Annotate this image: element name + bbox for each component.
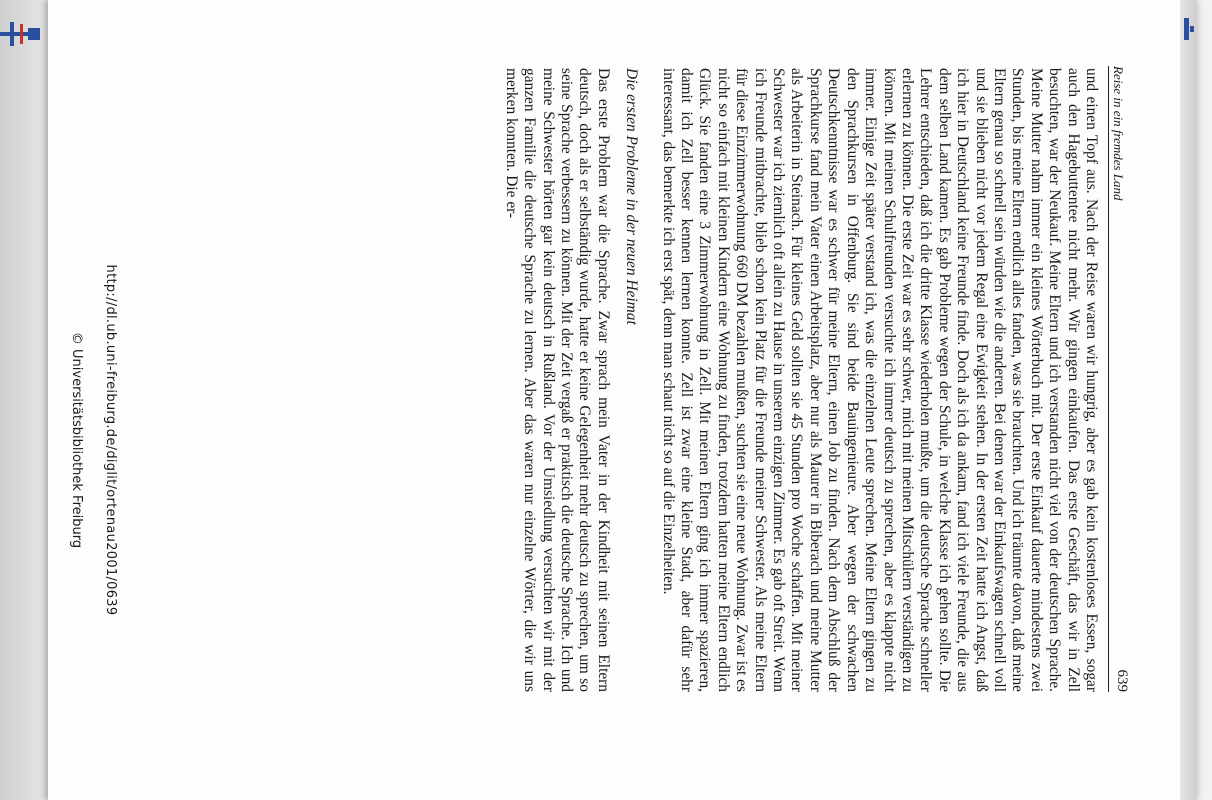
scanned-page bbox=[48, 0, 1196, 800]
scanner-left-margin bbox=[0, 0, 48, 800]
paragraph: Das erste Problem war die Sprache. Zwar sprach mein Vater in der Kindheit mit seinen Eltern deutsch, doch als er selbständig wurde, hatte er keine Gelegenheit mehr deutsch zu sprechen, um so seine Sprache verbessern zu können. Mit der Zeit vergaß er praktisch die deutsche Sprache. Ich und meine Schwester hörten gar kein deutsch in Rußland. Vor der Umsiedlung versuchten wir mit der ganzen Familie die deutsche Sprache zu lernen. Aber das waren nur einzelne Wörter, die wir uns merken konnten. Die er- bbox=[502, 68, 612, 692]
footer-copyright: © Universitätsbibliothek Freiburg bbox=[69, 331, 84, 549]
paragraph: und einen Topf aus. Nach der Reise waren wir hungrig, aber es gab kein kostenloses Essen, sogar auch den Hagebuttentee nicht mehr. Wir gingen einkaufen. Das erste Geschäft, das wir in Zell besuchten, war der Neukauf. Meine Eltern und ich verstanden nicht viel von der deutschen Sprache. Meine Mutter nahm immer ein kleines Wörterbuch mit. Der erste Einkauf dauerte mindestens zwei Stunden, bis meine Eltern endlich alles fanden, was sie brauchten. Und ich träumte davon, daß meine Eltern genau so schnell sein würden wie die anderen. Bei denen war der Einkaufswagen schnell voll und sie blieben nicht vor jedem Regal eine Ewigkeit stehen. In der ersten Zeit hatte ich Angst, daß ich hier in Deutschland keine Freunde finde. Doch als ich da ankam, fand ich viele Freunde, die aus dem selben Land kamen. Es gab Probleme wegen der Schule, in welche Klasse ich gehen sollte. Die Lehrer entschieden, daß ich die dritte Klasse wiederholen mußte, um die deutsche Sprache schneller erlernen zu können. Die erste Zeit war es sehr schwer, mich mit meinen Mitschülern verständigen zu können. Mit meinen Schulfreunden versuchte ich immer deutsch zu sprechen, aber es klappte nicht immer. Einige Zeit später verstand ich, was die einzelnen Leute sprechen. Meine Eltern gingen zu den Sprachkursen in Offenburg. Sie sind beide Bauingenieure. Aber wegen der schwachen Deutschkenntnisse war es schwer für meine Eltern, einen Job zu finden. Nach dem Abschluß der Sprachkurse fand mein Vater einen Arbeitsplatz, aber nur als Maurer in Biberach und meine Mutter als Arbeiterin in Steinach. Für kleines Geld sollten sie 45 Stunden pro Woche schaffen. Mit meiner Schwester war ich ziemlich oft allein zu Hause in unserem einzigen Zimmer. Es gab oft Streit. Wenn ich Freunde mitbrachte, blieb schon kein Platz für die Freunde meiner Schwester. Als meine Eltern für diese Einzimmerwohnung 660 DM bezahlen mußten, suchten sie eine neue Wohnung. Zwar ist es nicht so einfach mit kleinen Kindern eine Wohnung zu finden, trotzdem hatten meine Eltern endlich Glück. Sie fanden eine 3 Zimmerwohnung in Zell. Mit meinen Eltern ging ich immer spazieren, damit ich Zell besser kennen lernen konnte. Zell ist zwar eine kleine Stadt, aber dafür sehr interessant, das bemerkte ich erst spät, denn man schaut nicht so auf die Einzelheiten. bbox=[659, 68, 1100, 692]
section-heading: Die ersten Probleme in der neuen Heimat bbox=[623, 68, 641, 325]
registration-marker-left bbox=[0, 22, 40, 46]
header-rule bbox=[1108, 66, 1109, 692]
page-number: 639 bbox=[1114, 669, 1130, 692]
footer-url[interactable]: http://dl.ub.uni-freiburg.de/diglit/ortenau2001/0639 bbox=[103, 264, 118, 616]
body-text bbox=[501, 68, 1100, 692]
running-head: Reise in ein fremdes Land bbox=[1111, 66, 1126, 201]
rotated-page-content bbox=[48, 0, 1196, 800]
